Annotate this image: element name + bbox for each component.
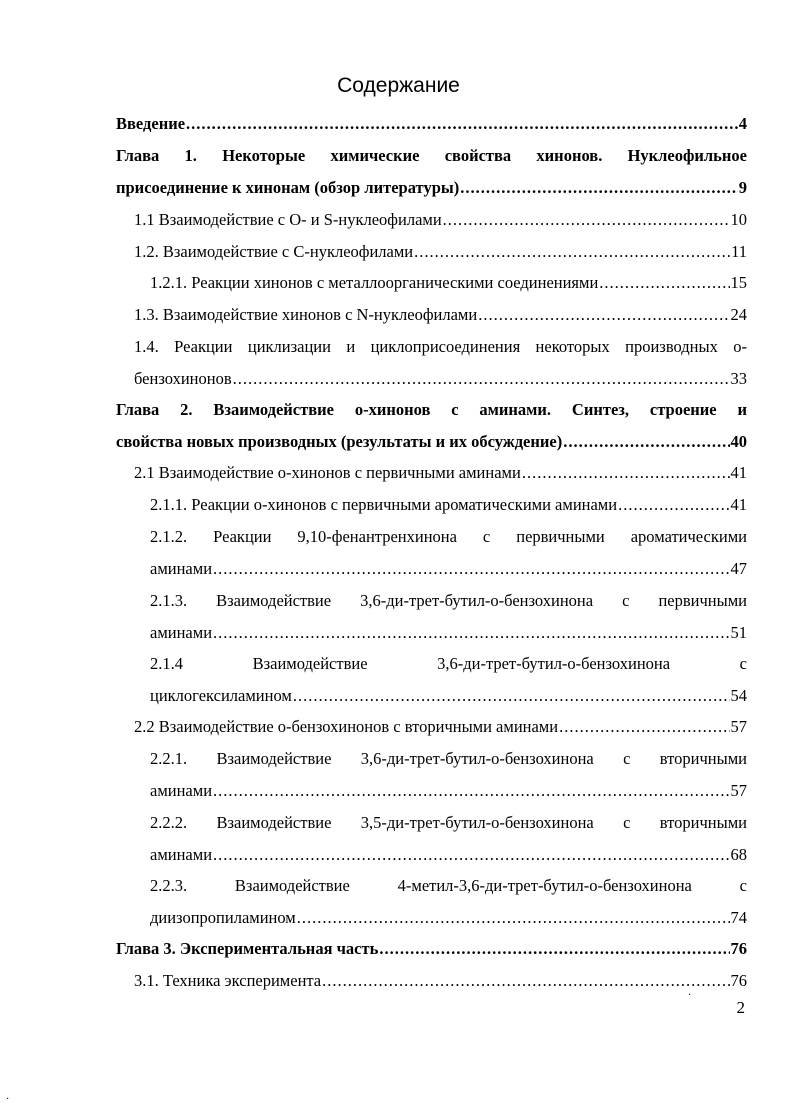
toc-entry-text: Глава 3. Экспериментальная часть — [116, 939, 379, 958]
toc-page-number: 33 — [730, 369, 747, 388]
dot-leader — [186, 108, 738, 140]
toc-page-number: 9 — [738, 178, 747, 197]
toc-page-number: 57 — [730, 781, 747, 800]
dot-leader — [522, 457, 730, 489]
toc-entry-text: 1.3. Взаимодействие хинонов с N-нуклеофилами — [134, 305, 478, 324]
toc-entry-text: бензохинонов — [134, 369, 232, 388]
toc-entry-1-2-1[interactable] — [150, 267, 747, 299]
toc-entry-text: 2.2 Взаимодействие о-бензохинонов с вторичными аминами — [134, 717, 559, 736]
page-title: Содержание — [337, 74, 460, 97]
toc-entry-2-1-1[interactable] — [150, 489, 747, 521]
toc-page-number: 51 — [730, 623, 747, 642]
toc-entry-text: 1.1 Взаимодействие с О- и S-нуклеофилами — [134, 210, 442, 229]
toc-entry-2-2[interactable] — [134, 711, 747, 743]
toc-entry-chapter-3[interactable] — [116, 933, 747, 965]
toc-entry-1-4[interactable] — [134, 331, 747, 395]
dot-leader — [213, 553, 729, 585]
toc-entry-text: аминами — [150, 559, 213, 578]
toc-entry-line1: 2.2.2. Взаимодействие 3,5-ди-трет-бутил-о-бензохинона с вторичными — [150, 813, 747, 832]
toc-entry-text: 1.2.1. Реакции хинонов с металлоорганическими соединениями — [150, 273, 599, 292]
toc-entry-line1: 2.1.3. Взаимодействие 3,6-ди-трет-бутил-о-бензохинона с первичными — [150, 591, 747, 610]
toc-entry-text: свойства новых производных (результаты и их обсуждение) — [116, 432, 563, 451]
dot-leader — [213, 839, 729, 871]
toc-page-number: 47 — [730, 559, 747, 578]
dot-leader — [599, 267, 729, 299]
toc-entry-line1: 2.1.4 Взаимодействие 3,6-ди-трет-бутил-о-бензохинона с — [150, 654, 747, 673]
toc-entry-chapter-1[interactable] — [116, 140, 747, 204]
toc-page-number: 76 — [730, 939, 747, 958]
dot-leader — [559, 711, 729, 743]
toc-entry-2-2-3[interactable] — [150, 870, 747, 934]
toc-entry-3-1[interactable] — [134, 965, 747, 997]
dot-leader — [563, 426, 729, 458]
toc-page-number: 74 — [730, 908, 747, 927]
toc-entry-line1: Глава 1. Некоторые химические свойства хинонов. Нуклеофильное — [116, 146, 747, 165]
toc-page-number: 57 — [730, 717, 747, 736]
dot-leader — [478, 299, 729, 331]
toc-entry-line1: 2.1.2. Реакции 9,10-фенантренхинона с первичными ароматическими — [150, 527, 747, 546]
toc-entry-2-1-2[interactable] — [150, 521, 747, 585]
toc-entry-text: 2.1 Взаимодействие о-хинонов с первичными аминами — [134, 463, 521, 482]
toc-page-number: 24 — [730, 305, 747, 324]
toc-page-number: 4 — [738, 114, 747, 133]
dot-leader — [322, 965, 729, 997]
toc-entry-1-2[interactable] — [134, 236, 747, 268]
toc-page-number: 76 — [730, 971, 747, 990]
toc-entry-text: аминами — [150, 781, 213, 800]
toc-entry-2-1-3[interactable] — [150, 585, 747, 649]
toc-entry-line1: 2.2.1. Взаимодействие 3,6-ди-трет-бутил-о-бензохинона с вторичными — [150, 749, 747, 768]
dot-leader — [379, 933, 729, 965]
toc-entry-text: аминами — [150, 845, 213, 864]
toc-entry-introduction[interactable] — [116, 108, 747, 140]
scan-speck: · — [688, 990, 692, 1001]
dot-leader — [233, 363, 730, 395]
toc-entry-1-1[interactable] — [134, 204, 747, 236]
toc-entry-text: 3.1. Техника эксперимента — [134, 971, 322, 990]
toc-entry-text: аминами — [150, 623, 213, 642]
toc-entry-text: присоединение к хинонам (обзор литературы) — [116, 178, 460, 197]
toc-entry-text: 1.2. Взаимодействие с С-нуклеофилами — [134, 242, 414, 261]
toc-page-number: 41 — [730, 495, 747, 514]
toc-entry-line1: 2.2.3. Взаимодействие 4-метил-3,6-ди-трет-бутил-о-бензохинона с — [150, 876, 747, 895]
scan-speck: · — [6, 1094, 10, 1105]
dot-leader — [414, 236, 730, 268]
toc-entry-text: 2.1.1. Реакции о-хинонов с первичными ароматическими аминами — [150, 495, 618, 514]
dot-leader — [460, 172, 738, 204]
toc-entry-text: диизопропиламином — [150, 908, 296, 927]
toc-entry-2-1-4[interactable] — [150, 648, 747, 712]
dot-leader — [297, 902, 730, 934]
toc-entry-2-2-1[interactable] — [150, 743, 747, 807]
page-number: 2 — [736, 998, 745, 1017]
toc-entry-text: циклогексиламином — [150, 686, 292, 705]
toc-entry-line1: Глава 2. Взаимодействие о-хинонов с аминами. Синтез, строение и — [116, 400, 747, 419]
toc-entry-chapter-2[interactable] — [116, 394, 747, 458]
toc-entry-line1: 1.4. Реакции циклизации и циклоприсоединения некоторых производных о- — [134, 337, 747, 356]
dot-leader — [293, 680, 730, 712]
toc-page-number: 15 — [730, 273, 747, 292]
toc-page-number: 68 — [730, 845, 747, 864]
toc-page-number: 40 — [730, 432, 747, 451]
dot-leader — [443, 204, 730, 236]
dot-leader — [618, 489, 729, 521]
toc-page-number: 54 — [730, 686, 747, 705]
toc-entry-1-3[interactable] — [134, 299, 747, 331]
dot-leader — [213, 617, 729, 649]
toc-entry-2-2-2[interactable] — [150, 807, 747, 871]
toc-page-number: 11 — [731, 242, 747, 261]
toc-entry-2-1[interactable] — [134, 457, 747, 489]
toc-page-number: 10 — [730, 210, 747, 229]
toc-entry-text: Введение — [116, 114, 186, 133]
toc-page-number: 41 — [730, 463, 747, 482]
dot-leader — [213, 775, 729, 807]
